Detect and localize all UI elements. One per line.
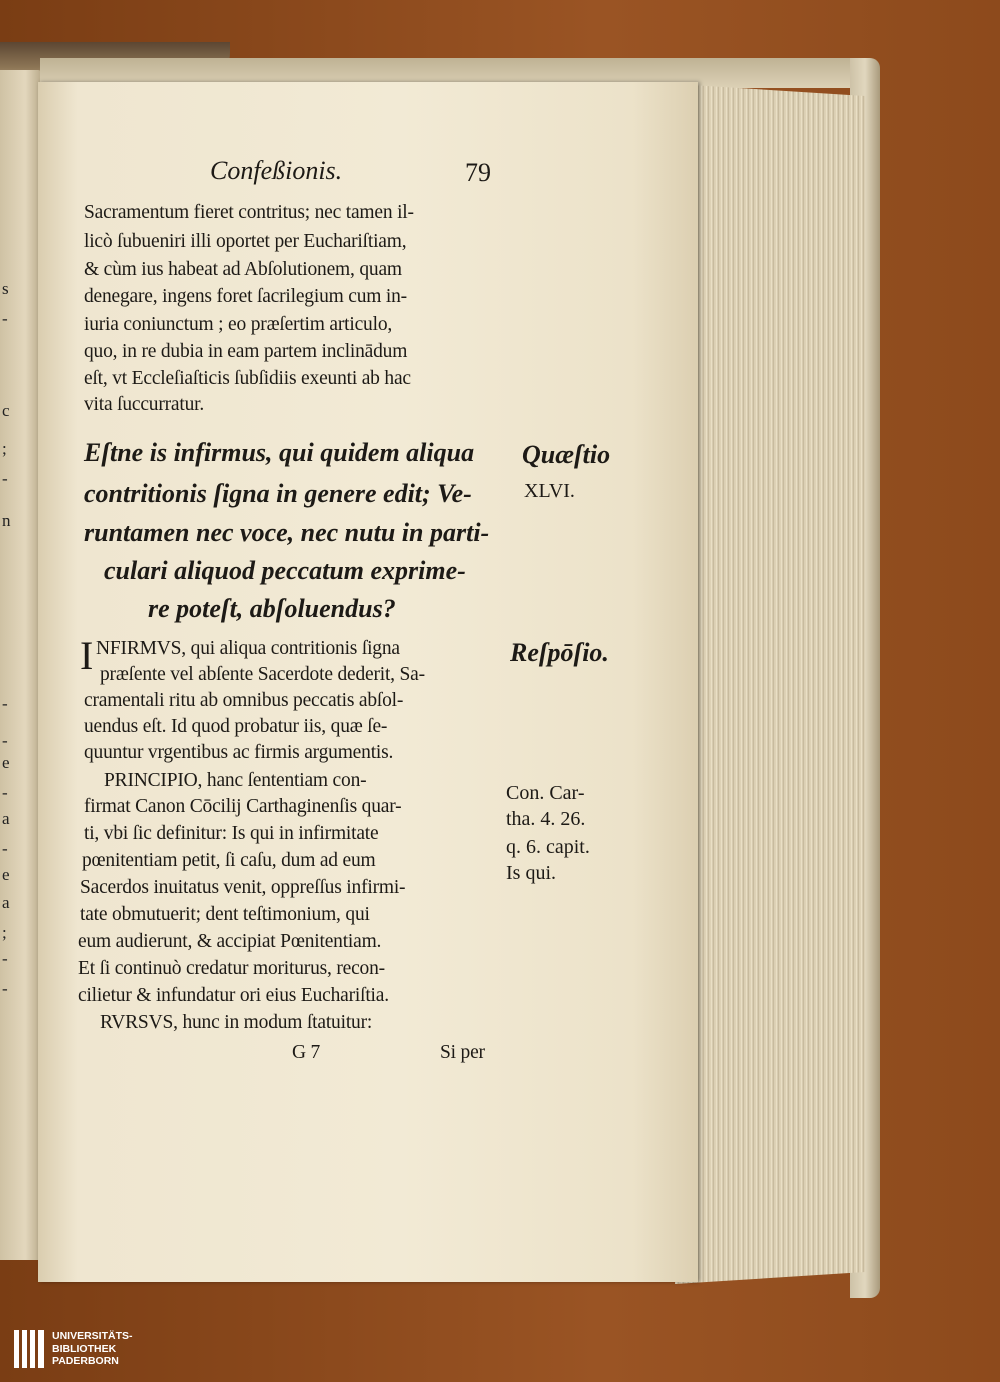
library-logo-icon: [14, 1330, 44, 1368]
left-edge-char: -: [2, 694, 8, 713]
drop-cap: I: [80, 633, 94, 678]
left-edge-char: c: [2, 401, 10, 420]
library-logo-text: [52, 1330, 133, 1368]
left-edge-char: ;: [2, 923, 7, 942]
body-line: quuntur vrgentibus ac firmis argumentis.: [84, 742, 394, 763]
left-edge-char: -: [2, 309, 8, 328]
margin-citation: Con. Car-: [506, 782, 585, 804]
signature-mark: G 7: [292, 1042, 321, 1063]
left-edge-char: -: [2, 839, 8, 858]
question-line: re poteſt, abſoluendus?: [148, 594, 396, 623]
body-line: licò ſubueniri illi oportet per Euchariſtiam,: [84, 231, 407, 252]
body-line: cramentali ritu ab omnibus peccatis abſol-: [84, 690, 404, 711]
body-line: & cùm ius habeat ad Abſolutionem, quam: [84, 259, 402, 280]
left-edge-char: -: [2, 979, 8, 998]
left-edge-char: s: [2, 279, 9, 298]
body-line: Sacramentum fieret contritus; nec tamen il-: [84, 202, 414, 223]
question-line: runtamen nec voce, nec nutu in parti-: [84, 518, 490, 547]
body-line: quo, in re dubia in eam partem inclinādum: [84, 341, 408, 362]
page-block-edges: [675, 84, 865, 1284]
body-line: PRINCIPIO, hanc ſententiam con-: [104, 770, 367, 791]
body-line: vita ſuccurratur.: [84, 394, 205, 415]
body-line: eum audierunt, & accipiat Pœnitentiam.: [78, 931, 382, 952]
margin-citation: q. 6. capit.: [506, 836, 590, 858]
left-page-edge: [0, 70, 42, 1260]
body-line: firmat Canon Cōcilij Carthaginenſis quar-: [84, 796, 402, 817]
body-line: tate obmutuerit; dent teſtimonium, qui: [80, 904, 370, 925]
margin-response-label: Reſpōſio.: [510, 638, 609, 667]
left-edge-char: -: [2, 469, 8, 488]
body-line: NFIRMVS, qui aliqua contritionis ſigna: [96, 638, 400, 659]
logo-line: UNIVERSITÄTS-: [52, 1330, 133, 1342]
catchword: Si per: [440, 1042, 485, 1063]
body-line: ti, vbi ſic definitur: Is qui in infirmitate: [84, 823, 379, 844]
left-edge-char: e: [2, 865, 10, 884]
margin-question-number: XLVI.: [524, 480, 575, 502]
body-line: Et ſi continuò credatur moriturus, recon-: [78, 958, 385, 979]
margin-citation: Is qui.: [506, 862, 556, 884]
page-number: 79: [465, 158, 491, 187]
question-line: Eſtne is infirmus, qui quidem aliqua: [84, 438, 475, 467]
question-line: contritionis ſigna in genere edit; Ve-: [84, 479, 472, 508]
body-line: pœnitentiam petit, ſi caſu, dum ad eum: [82, 850, 376, 871]
left-edge-char: a: [2, 809, 10, 828]
body-line: RVRSVS, hunc in modum ſtatuitur:: [100, 1012, 373, 1033]
left-edge-char: -: [2, 949, 8, 968]
running-head: Confeßionis.: [210, 156, 343, 185]
body-line: uendus eſt. Id quod probatur iis, quæ ſe-: [84, 716, 388, 737]
logo-line: BIBLIOTHEK: [52, 1342, 117, 1355]
body-line: denegare, ingens foret ſacrilegium cum in-: [84, 286, 407, 307]
question-line: culari aliquod peccatum exprime-: [104, 556, 466, 585]
left-edge-char: a: [2, 893, 10, 912]
body-line: præſente vel abſente Sacerdote dederit, Sa-: [100, 664, 425, 685]
left-edge-char: -: [2, 731, 8, 750]
body-line: iuria coniunctum ; eo præſertim articulo,: [84, 314, 393, 335]
body-line: cilietur & infundatur ori eius Euchariſtia.: [78, 985, 389, 1006]
body-line: eſt, vt Eccleſiaſticis ſubſidiis exeunti ab hac: [84, 368, 411, 389]
left-edge-char: -: [2, 783, 8, 802]
left-edge-char: e: [2, 753, 10, 772]
body-line: Sacerdos inuitatus venit, oppreſſus infirmi-: [80, 877, 406, 898]
margin-question-label: Quæſtio: [522, 440, 611, 469]
logo-line: PADERBORN: [52, 1355, 119, 1367]
margin-citation: tha. 4. 26.: [506, 808, 586, 830]
left-edge-char: ;: [2, 439, 7, 458]
left-edge-char: n: [2, 511, 11, 530]
